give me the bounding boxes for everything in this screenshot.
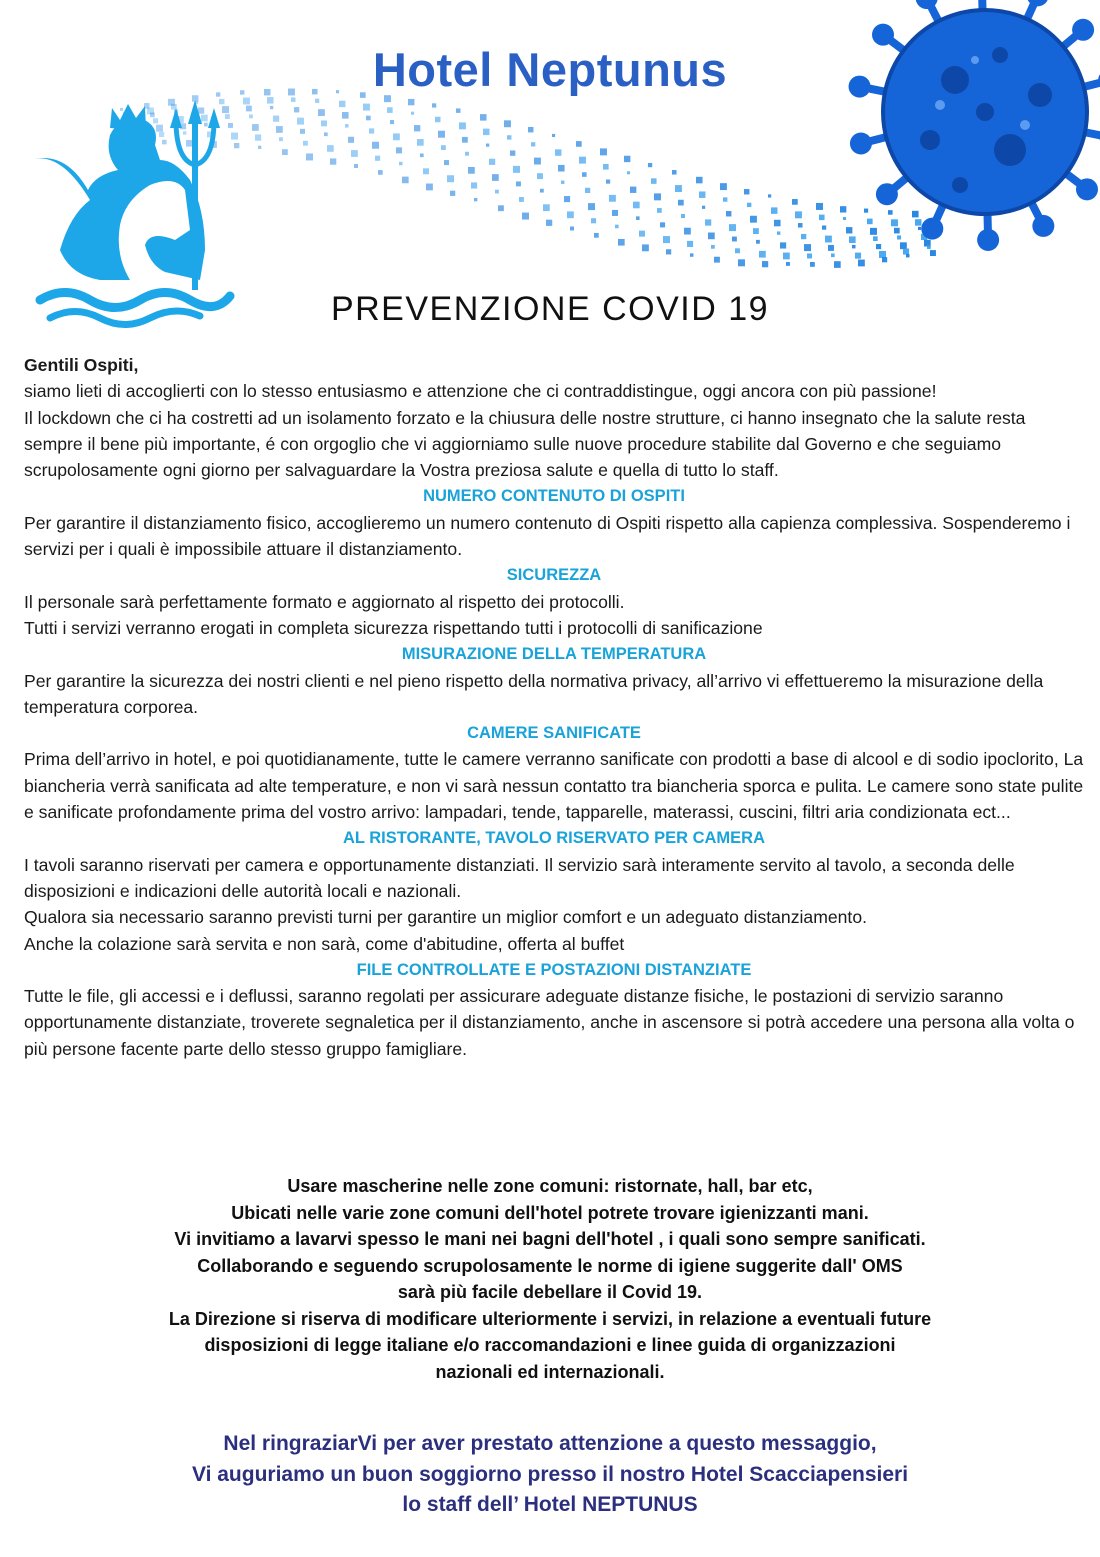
- section-title-queues: FILE CONTROLLATE E POSTAZIONI DISTANZIATE: [356, 960, 752, 979]
- notice-line: Ubicati nelle varie zone comuni dell'hotel potrete trovare igienizzanti mani.: [231, 1202, 869, 1223]
- notice-line: Usare mascherine nelle zone comuni: ristornate, hall, bar etc,: [287, 1176, 813, 1196]
- section-paragraph: Per garantire la sicurezza dei nostri clienti e nel pieno rispetto della normativa privacy, all’arrivo vi effettueremo la misurazione della temperatura corporea.: [24, 670, 1044, 717]
- section-paragraph: Per garantire il distanziamento fisico, accoglieremo un numero contenuto di Ospiti rispetto alla capienza complessiva. Sospenderemo i servizi per i quali è impossibile attuare il distanziamento.: [24, 512, 1071, 560]
- closing-line: Nel ringraziarVi per aver prestato attenzione a questo messaggio,: [223, 1432, 877, 1455]
- notice-line: Vi invitiamo a lavarvi spesso le mani nei bagni dell'hotel , i quali sono sempre sanificati.: [174, 1229, 926, 1249]
- coronavirus-icon: [849, 0, 1100, 251]
- notice-line: Collaborando e seguendo scrupolosamente le norme di igiene suggerite dall' OMS: [197, 1255, 903, 1276]
- section-paragraph: I tavoli saranno riservati per camera e opportunamente distanziati. Il servizio sarà interamente servito al tavolo, a seconda delle disposizioni e indicazioni delle autorità locali e nazionali.: [24, 854, 1015, 901]
- section-paragraph: Tutte le file, gli accessi e i deflussi, saranno regolati per assicurare adeguate distanze fisiche, le postazioni di servizio saranno opportunamente distanziate, troverete segnaletica per il distanziamento, anche in ascensore si potrà accedere una persona alla volta o più persone facente parte dello stesso gruppo famigliare.: [24, 986, 1075, 1059]
- notice-line: disposizioni di legge italiane e/o raccomandazioni e linee guida di organizzazioni: [204, 1335, 896, 1355]
- closing-line: Vi auguriamo un buon soggiorno presso il nostro Hotel Scacciapensieri: [191, 1462, 909, 1486]
- notice-line: nazionali ed internazionali.: [435, 1361, 665, 1382]
- intro-paragraph: Il lockdown che ci ha costretti ad un isolamento forzato e la chiusura delle nostre strutture, ci hanno insegnato che la salute resta sempre il bene più importante, é con orgoglio che vi aggiorniamo sulle nuove procedure stabilite dal Governo e che seguiamo scrupolosamente ogni giorno per salvaguardare la Vostra preziosa salute e quella di tutto lo staff.: [24, 407, 1026, 481]
- hotel-name: Hotel Neptunus: [372, 43, 728, 96]
- hygiene-notice: [20, 1173, 1080, 1385]
- section-title-temperature: MISURAZIONE DELLA TEMPERATURA: [401, 645, 707, 664]
- section-paragraph: Tutti i servizi verranno erogati in completa sicurezza rispettando tutti i protocolli di sanificazione: [24, 617, 763, 638]
- section-paragraph: Prima dell’arrivo in hotel, e poi quotidianamente, tutte le camere verranno sanificate con prodotti a base di alcool e di sodio ipoclorito, La biancheria verrà sanificata ad alte temperature, e non vi sarà nessun contatto tra biancheria sporca e pulita. Le camere sono state pulite e sanificate profondamente prima del vostro arrivo: lampadari, tende, tapparelle, materassi, cuscini, filtri aria condizionata ect...: [24, 749, 1084, 823]
- particle-wave-decoration: [120, 89, 936, 268]
- section-paragraph: Il personale sarà perfettamente formato e aggiornato al rispetto dei protocolli.: [24, 591, 625, 612]
- document-title: PREVENZIONE COVID 19: [330, 290, 770, 328]
- closing-line: lo staff dell’ Hotel NEPTUNUS: [402, 1493, 698, 1516]
- intro-paragraph: siamo lieti di accoglierti con lo stesso entusiasmo e attenzione che ci contraddistingue, oggi ancora con più passione!: [24, 381, 937, 402]
- section-title-sanitized-rooms: CAMERE SANIFICATE: [467, 724, 641, 743]
- section-title-guest-limit: NUMERO CONTENUTO DI OSPITI: [423, 487, 685, 506]
- notice-line: sarà più facile debellare il Covid 19.: [397, 1282, 703, 1302]
- section-paragraph: Qualora sia necessario saranno previsti turni per garantire un miglior comfort e un adeguato distanziamento.: [24, 907, 867, 928]
- section-title-restaurant: AL RISTORANTE, TAVOLO RISERVATO PER CAMERA: [342, 829, 765, 848]
- section-paragraph: Anche la colazione sarà servita e non sarà, come d'abitudine, offerta al buffet: [24, 933, 625, 954]
- notice-line: La Direzione si riserva di modificare ulteriormente i servizi, in relazione a eventuali future: [168, 1308, 932, 1329]
- closing-message: [20, 1429, 1080, 1521]
- greeting: Gentili Ospiti,: [24, 355, 139, 375]
- section-title-security: SICUREZZA: [506, 566, 602, 585]
- document-body: [24, 352, 1084, 1062]
